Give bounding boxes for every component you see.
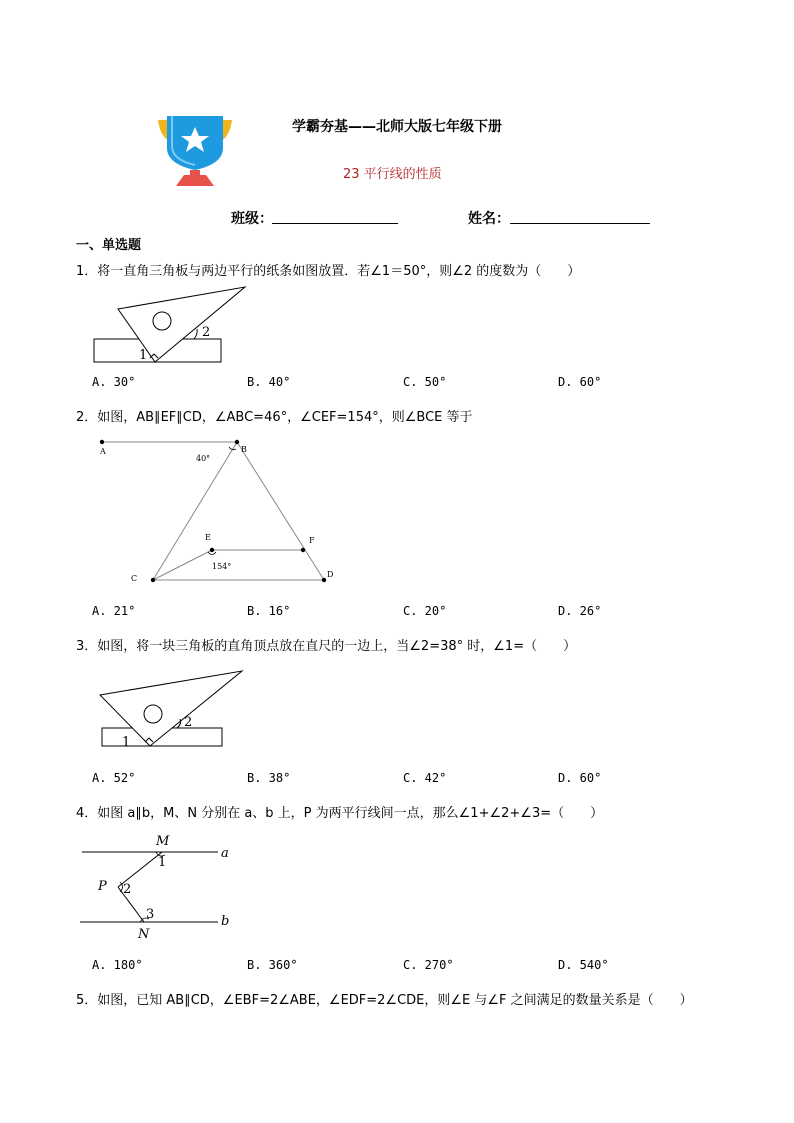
q3-label-2: 2: [184, 715, 193, 730]
q2-label-40: 40°: [196, 454, 211, 463]
q1-option-b[interactable]: B. 40°: [247, 375, 291, 389]
trophy-logo-icon: [154, 114, 236, 188]
q3-option-d[interactable]: D. 60°: [558, 771, 602, 785]
question-3-figure: [98, 668, 250, 752]
q3-option-c[interactable]: C. 42°: [403, 771, 447, 785]
q1-label-1: 1: [139, 348, 148, 363]
q2-label-a: A: [100, 447, 106, 456]
q2-label-f: F: [309, 536, 315, 545]
class-label: 班级：: [231, 211, 273, 227]
q2-option-c[interactable]: C. 20°: [403, 604, 447, 618]
q4-label-n: N: [138, 927, 150, 942]
q4-option-d[interactable]: D. 540°: [558, 958, 609, 972]
q4-label-2: 2: [123, 882, 132, 897]
q1-option-d[interactable]: D. 60°: [558, 375, 602, 389]
class-field[interactable]: [272, 223, 398, 224]
q3-label-1: 1: [122, 735, 131, 750]
q1-option-c[interactable]: C. 50°: [403, 375, 447, 389]
q2-label-e: E: [205, 533, 211, 542]
q4-label-1: 1: [158, 855, 167, 870]
question-2-stem: 2．如图，AB∥EF∥CD，∠ABC=46°，∠CEF=154°，则∠BCE 等于: [76, 410, 473, 425]
q2-option-b[interactable]: B. 16°: [247, 604, 291, 618]
section-title: 一、单选题: [76, 238, 142, 253]
question-4-stem: 4．如图 a∥b，M、N 分别在 a、b 上，P 为两平行线间一点，那么∠1+∠2+∠3=（ ）: [76, 806, 604, 821]
q4-label-m: M: [156, 834, 170, 849]
q2-label-154: 154°: [212, 562, 232, 571]
q4-label-p: P: [98, 879, 107, 894]
q1-label-2: 2: [202, 325, 211, 340]
q4-label-3: 3: [146, 907, 155, 922]
q4-option-a[interactable]: A. 180°: [92, 958, 143, 972]
question-1-figure: [90, 284, 252, 366]
q3-option-b[interactable]: B. 38°: [247, 771, 291, 785]
page-subtitle: 23 平行线的性质: [343, 167, 442, 182]
q2-option-a[interactable]: A. 21°: [92, 604, 136, 618]
q2-label-c: C: [131, 574, 138, 583]
q4-option-b[interactable]: B. 360°: [247, 958, 298, 972]
q4-option-c[interactable]: C. 270°: [403, 958, 454, 972]
q3-option-a[interactable]: A. 52°: [92, 771, 136, 785]
q4-label-a: a: [221, 846, 229, 861]
q2-label-b: B: [241, 445, 247, 454]
question-5-stem: 5．如图，已知 AB∥CD，∠EBF=2∠ABE，∠EDF=2∠CDE，则∠E 与∠F 之间满足的数量关系是（ ）: [76, 993, 693, 1008]
q1-option-a[interactable]: A. 30°: [92, 375, 136, 389]
name-label: 姓名：: [468, 211, 510, 227]
page-title: 学霸夯基——北师大版七年级下册: [292, 119, 502, 135]
q4-label-b: b: [221, 914, 230, 929]
q2-option-d[interactable]: D. 26°: [558, 604, 602, 618]
name-field[interactable]: [510, 223, 650, 224]
q2-label-d: D: [327, 570, 334, 579]
question-4-figure: [76, 830, 246, 942]
question-1-stem: 1．将一直角三角板与两边平行的纸条如图放置．若∠1＝50°，则∠2 的度数为（ ）: [76, 264, 581, 279]
question-3-stem: 3．如图，将一块三角板的直角顶点放在直尺的一边上，当∠2=38° 时，∠1=（ ）: [76, 639, 577, 654]
question-2-figure: [90, 430, 350, 598]
